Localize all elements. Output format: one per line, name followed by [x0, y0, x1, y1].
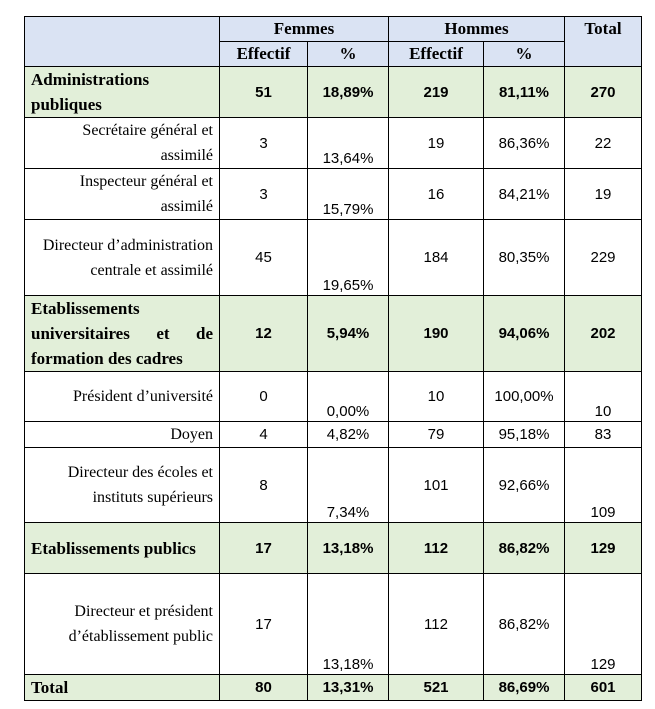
cell-hommes-effectif: 219 [389, 67, 484, 118]
cell-total: 129 [565, 523, 642, 574]
row-label: Inspecteur général et assimilé [25, 169, 220, 220]
row-label: Doyen [25, 422, 220, 448]
cell-hommes-effectif: 79 [389, 422, 484, 448]
table-row [25, 422, 642, 448]
cell-femmes-effectif: 8 [220, 448, 308, 523]
cell-hommes-effectif: 112 [389, 574, 484, 675]
header-hommes-effectif: Effectif [389, 42, 484, 67]
cell-hommes-pct: 80,35% [484, 220, 565, 296]
cell-hommes-effectif: 184 [389, 220, 484, 296]
cell-femmes-pct: 13,31% [308, 675, 389, 701]
cell-total: 202 [565, 296, 642, 372]
cell-hommes-effectif: 16 [389, 169, 484, 220]
header-row-groups [25, 17, 642, 42]
cell-femmes-pct: 4,82% [308, 422, 389, 448]
cell-hommes-effectif: 521 [389, 675, 484, 701]
cell-hommes-effectif: 112 [389, 523, 484, 574]
cell-hommes-effectif: 101 [389, 448, 484, 523]
header-hommes-pct: % [484, 42, 565, 67]
table-row-category [25, 523, 642, 574]
cell-total: 601 [565, 675, 642, 701]
cell-hommes-pct: 94,06% [484, 296, 565, 372]
cell-femmes-pct: 19,65% [308, 220, 389, 296]
cell-total: 10 [565, 372, 642, 422]
row-label: Etablissements publics [25, 523, 220, 574]
header-hommes: Hommes [389, 17, 565, 42]
cell-hommes-pct: 100,00% [484, 372, 565, 422]
cell-total: 19 [565, 169, 642, 220]
row-label: Directeur d’administration centrale et assimilé [25, 220, 220, 296]
cell-total: 22 [565, 118, 642, 169]
cell-hommes-pct: 86,36% [484, 118, 565, 169]
header-total: Total [565, 17, 642, 67]
table-row [25, 574, 642, 675]
cell-femmes-pct: 7,34% [308, 448, 389, 523]
table-row [25, 220, 642, 296]
cell-hommes-effectif: 10 [389, 372, 484, 422]
cell-femmes-effectif: 12 [220, 296, 308, 372]
header-femmes-pct: % [308, 42, 389, 67]
cell-hommes-effectif: 190 [389, 296, 484, 372]
table-row [25, 448, 642, 523]
cell-femmes-pct: 0,00% [308, 372, 389, 422]
cell-femmes-pct: 13,18% [308, 523, 389, 574]
row-label: Directeur des écoles et instituts supérieurs [25, 448, 220, 523]
cell-femmes-effectif: 51 [220, 67, 308, 118]
cell-femmes-pct: 13,64% [308, 118, 389, 169]
cell-hommes-pct: 95,18% [484, 422, 565, 448]
table-row-category [25, 67, 642, 118]
cell-hommes-pct: 92,66% [484, 448, 565, 523]
row-label: Secrétaire général et assimilé [25, 118, 220, 169]
cell-femmes-effectif: 3 [220, 118, 308, 169]
gender-distribution-table [24, 16, 642, 701]
table-row [25, 118, 642, 169]
header-corner-cell [25, 17, 220, 67]
table-row-category [25, 296, 642, 372]
cell-femmes-effectif: 3 [220, 169, 308, 220]
row-label: Administrations publiques [25, 67, 220, 118]
cell-femmes-pct: 13,18% [308, 574, 389, 675]
cell-hommes-pct: 86,82% [484, 574, 565, 675]
cell-femmes-pct: 5,94% [308, 296, 389, 372]
cell-total: 109 [565, 448, 642, 523]
row-label: Directeur et président d’établissement public [25, 574, 220, 675]
cell-femmes-effectif: 4 [220, 422, 308, 448]
table-row [25, 169, 642, 220]
cell-hommes-pct: 86,69% [484, 675, 565, 701]
cell-total: 229 [565, 220, 642, 296]
row-label: Etablissements universitaires et de formation des cadres [25, 296, 220, 372]
cell-femmes-effectif: 45 [220, 220, 308, 296]
cell-femmes-pct: 15,79% [308, 169, 389, 220]
cell-total: 83 [565, 422, 642, 448]
cell-hommes-pct: 86,82% [484, 523, 565, 574]
cell-femmes-effectif: 0 [220, 372, 308, 422]
cell-femmes-effectif: 17 [220, 523, 308, 574]
cell-femmes-pct: 18,89% [308, 67, 389, 118]
cell-total: 129 [565, 574, 642, 675]
cell-hommes-effectif: 19 [389, 118, 484, 169]
cell-hommes-pct: 81,11% [484, 67, 565, 118]
table-row-total [25, 675, 642, 701]
row-label: Total [25, 675, 220, 701]
table-row [25, 372, 642, 422]
header-femmes-effectif: Effectif [220, 42, 308, 67]
row-label: Président d’université [25, 372, 220, 422]
cell-hommes-pct: 84,21% [484, 169, 565, 220]
header-femmes: Femmes [220, 17, 389, 42]
cell-total: 270 [565, 67, 642, 118]
cell-femmes-effectif: 17 [220, 574, 308, 675]
cell-femmes-effectif: 80 [220, 675, 308, 701]
